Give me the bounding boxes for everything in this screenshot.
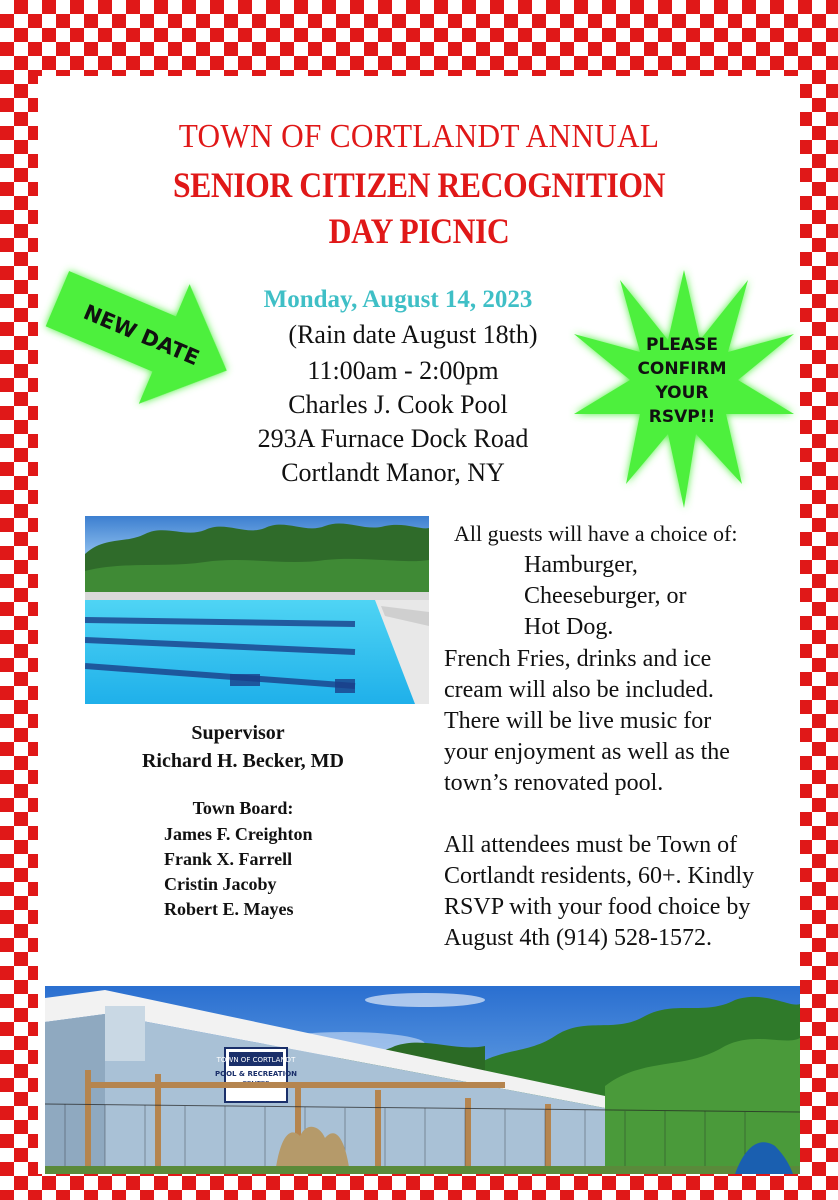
board-member: James F. Creighton — [164, 824, 313, 844]
pool-photo — [85, 516, 429, 704]
menu-option: Hamburger, — [524, 552, 638, 578]
eligibility-line: RSVP with your food choice by — [444, 894, 751, 920]
title-line-1: TOWN OF CORTLANDT ANNUAL — [178, 118, 660, 155]
rsvp-starburst-badge — [568, 262, 800, 516]
new-date-arrow-badge — [38, 260, 248, 410]
recreation-center-photo — [45, 986, 800, 1174]
menu-details — [444, 644, 800, 799]
board-title: Town Board: — [192, 798, 294, 818]
rsvp-line-3: YOUR — [655, 383, 709, 403]
recreation-center-image — [45, 986, 800, 1174]
event-date: Monday, August 14, 2023 — [263, 286, 533, 313]
board-members — [164, 822, 364, 922]
event-address: 293A Furnace Dock Road — [257, 424, 529, 453]
new-date-label: NEW DATE — [80, 299, 203, 371]
rsvp-line-1: PLEASE — [646, 335, 718, 355]
eligibility-line: All attendees must be Town of — [444, 832, 738, 858]
eligibility-line: August 4th (914) 528-1572. — [444, 925, 712, 951]
details-line: your enjoyment as well as the — [444, 739, 730, 765]
arrow-icon — [38, 260, 248, 410]
eligibility-line: Cortlandt residents, 60+. Kindly — [444, 863, 755, 889]
eligibility-text — [444, 830, 800, 954]
board-member: Cristin Jacoby — [164, 874, 277, 894]
event-city: Cortlandt Manor, NY — [281, 458, 505, 487]
title-line-2: SENIOR CITIZEN RECOGNITION — [172, 165, 666, 205]
event-venue: Charles J. Cook Pool — [288, 390, 508, 419]
details-line: cream will also be included. — [444, 677, 714, 703]
starburst-icon — [568, 262, 800, 516]
supervisor-name: Richard H. Becker, MD — [141, 750, 344, 772]
details-line: French Fries, drinks and ice — [444, 646, 712, 672]
menu-option: Hot Dog. — [524, 614, 614, 640]
details-line: There will be live music for — [444, 708, 712, 734]
event-time: 11:00am - 2:00pm — [307, 356, 499, 385]
menu-option: Cheeseburger, or — [524, 583, 687, 609]
sign-line-1: TOWN OF CORTLANDT — [216, 1056, 296, 1064]
details-line: town’s renovated pool. — [444, 770, 664, 796]
rsvp-line-4: RSVP!! — [648, 407, 716, 427]
rain-date: (Rain date August 18th) — [288, 320, 538, 349]
flyer-page — [38, 76, 800, 1174]
pool-image — [85, 516, 429, 704]
menu-intro: All guests will have a choice of: — [454, 521, 738, 546]
rsvp-line-2: CONFIRM — [637, 359, 727, 379]
supervisor-title: Supervisor — [191, 722, 285, 744]
board-member: Robert E. Mayes — [164, 899, 294, 919]
sign-line-2: POOL & RECREATION — [214, 1070, 298, 1078]
title-line-3: DAY PICNIC — [328, 211, 510, 251]
board-member: Frank X. Farrell — [164, 849, 293, 869]
menu-options — [524, 550, 794, 643]
